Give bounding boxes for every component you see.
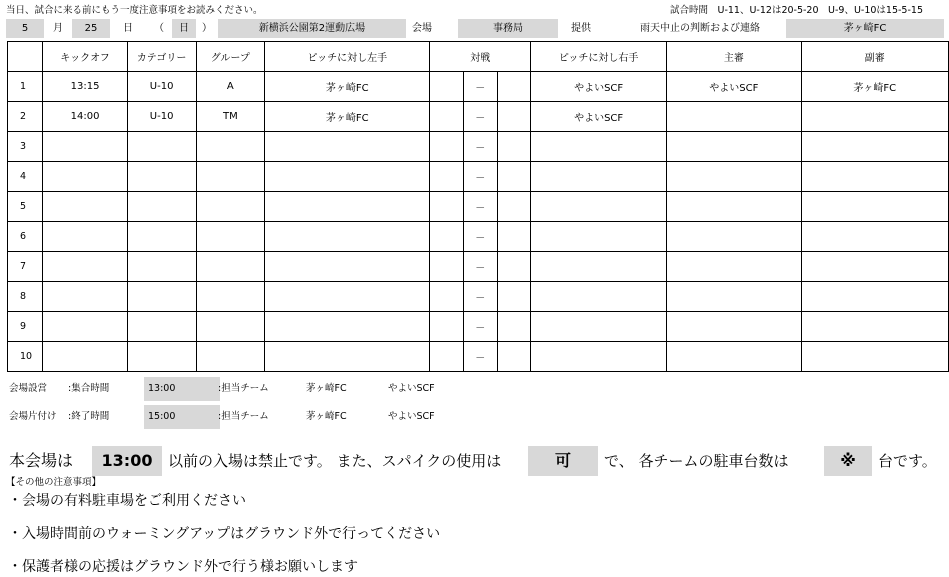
right-team-cell — [531, 132, 667, 162]
header-referee: 主審 — [667, 42, 801, 72]
vs-mark: － — [463, 132, 497, 162]
vs-mark: － — [463, 72, 497, 102]
right-team-cell — [531, 282, 667, 312]
referee-cell — [667, 282, 801, 312]
vs-left-cell — [430, 72, 463, 102]
kickoff-cell — [43, 192, 127, 222]
referee-cell — [667, 162, 801, 192]
entry-prefix: 本会場は — [9, 451, 74, 470]
venue-name: 新横浜公園第2運動広場 — [218, 19, 406, 38]
kickoff-cell: 13:15 — [43, 72, 127, 102]
table-row — [8, 252, 949, 282]
row-number: 9 — [8, 312, 43, 342]
setup-time: 13:00 — [144, 377, 220, 401]
header-no — [8, 42, 43, 72]
vs-mark: － — [463, 312, 497, 342]
assistant-cell — [801, 222, 948, 252]
group-cell — [196, 252, 264, 282]
header-assistant: 副審 — [801, 42, 948, 72]
table-row — [8, 222, 949, 252]
group-cell — [196, 312, 264, 342]
setup-row — [0, 377, 949, 401]
group-cell — [196, 282, 264, 312]
assistant-cell — [801, 192, 948, 222]
assistant-cell — [801, 162, 948, 192]
setup-team-1: 茅ヶ崎FC — [306, 383, 347, 394]
group-cell — [196, 342, 264, 372]
cleanup-team-1: 茅ヶ崎FC — [306, 411, 347, 422]
category-cell — [127, 162, 196, 192]
vs-right-cell — [497, 192, 530, 222]
header-kickoff: キックオフ — [43, 42, 127, 72]
assistant-cell — [801, 312, 948, 342]
vs-left-cell — [430, 342, 463, 372]
vs-right-cell — [497, 252, 530, 282]
vs-right-cell — [497, 132, 530, 162]
table-row — [8, 102, 949, 132]
vs-mark: － — [463, 342, 497, 372]
row-number: 7 — [8, 252, 43, 282]
spike-value: 可 — [528, 446, 598, 476]
vs-right-cell — [497, 312, 530, 342]
vs-right-cell — [497, 162, 530, 192]
category-cell — [127, 312, 196, 342]
referee-cell — [667, 132, 801, 162]
vs-left-cell — [430, 312, 463, 342]
note-item: ・入場時間前のウォーミングアップはグラウンド外で行ってください — [8, 526, 441, 542]
referee-cell: やよいSCF — [667, 72, 801, 102]
left-team-cell — [265, 312, 430, 342]
assistant-cell — [801, 342, 948, 372]
left-team-cell — [265, 222, 430, 252]
category-cell — [127, 192, 196, 222]
vs-right-cell — [497, 72, 530, 102]
vs-mark: － — [463, 282, 497, 312]
referee-cell — [667, 252, 801, 282]
top-notice: 当日、試合に来る前にもう一度注意事項をお読みください。 — [6, 5, 263, 16]
vs-left-cell — [430, 222, 463, 252]
category-cell: U-10 — [127, 102, 196, 132]
group-cell: A — [196, 72, 264, 102]
vs-mark: － — [463, 162, 497, 192]
row-number: 8 — [8, 282, 43, 312]
group-cell: TM — [196, 102, 264, 132]
paren-close: ） — [202, 23, 212, 34]
vs-left-cell — [430, 282, 463, 312]
kickoff-cell — [43, 312, 127, 342]
assistant-cell: 茅ヶ崎FC — [801, 72, 948, 102]
note-item: ・会場の有料駐車場をご利用ください — [8, 493, 246, 509]
day-label: 日 — [123, 23, 133, 34]
kickoff-cell — [43, 132, 127, 162]
right-team-cell — [531, 162, 667, 192]
category-cell — [127, 342, 196, 372]
vs-left-cell — [430, 132, 463, 162]
cleanup-time: 15:00 — [144, 405, 220, 429]
table-row — [8, 312, 949, 342]
right-team-cell — [531, 222, 667, 252]
office-label: 事務局 — [458, 19, 558, 38]
row-number: 1 — [8, 72, 43, 102]
row-number: 2 — [8, 102, 43, 132]
row-number: 10 — [8, 342, 43, 372]
header-match: 対戦 — [430, 42, 531, 72]
right-team-cell: やよいSCF — [531, 72, 667, 102]
vs-left-cell — [430, 102, 463, 132]
row-number: 5 — [8, 192, 43, 222]
kickoff-cell — [43, 282, 127, 312]
group-cell — [196, 132, 264, 162]
category-cell — [127, 282, 196, 312]
vs-left-cell — [430, 252, 463, 282]
table-row — [8, 192, 949, 222]
match-time-note: 試合時間 U-11、U-12は20-5-20 U-9、U-10は15-5-15 — [670, 5, 923, 16]
table-row — [8, 72, 949, 102]
right-team-cell: やよいSCF — [531, 102, 667, 132]
venue-label: 会場 — [412, 23, 432, 34]
category-cell — [127, 252, 196, 282]
notes-title: 【その他の注意事項】 — [6, 477, 102, 488]
setup-time-label: :集合時間 — [68, 383, 110, 394]
entry-time: 13:00 — [92, 446, 162, 476]
vs-mark: － — [463, 102, 497, 132]
header-left-team: ピッチに対し左手 — [265, 42, 430, 72]
day-value: 25 — [72, 19, 110, 38]
vs-mark: － — [463, 222, 497, 252]
rain-label: 雨天中止の判断および連絡 — [640, 23, 760, 34]
entry-text-1: 以前の入場は禁止です。 また、スパイクの使用は — [168, 452, 502, 470]
left-team-cell — [265, 162, 430, 192]
assistant-cell — [801, 132, 948, 162]
left-team-cell — [265, 252, 430, 282]
header-right-team: ピッチに対し右手 — [531, 42, 667, 72]
kickoff-cell — [43, 162, 127, 192]
provided-label: 提供 — [571, 23, 591, 34]
entry-text-2: で、 各チームの駐車台数は — [604, 452, 789, 470]
referee-cell — [667, 192, 801, 222]
kickoff-cell — [43, 342, 127, 372]
group-cell — [196, 162, 264, 192]
vs-right-cell — [497, 102, 530, 132]
vs-right-cell — [497, 222, 530, 252]
table-row — [8, 132, 949, 162]
rain-contact: 茅ヶ崎FC — [786, 19, 944, 38]
left-team-cell: 茅ヶ崎FC — [265, 72, 430, 102]
kickoff-cell: 14:00 — [43, 102, 127, 132]
weekday-value: 日 — [172, 19, 196, 38]
category-cell — [127, 132, 196, 162]
setup-team-label: :担当チーム — [218, 383, 269, 394]
category-cell — [127, 222, 196, 252]
vs-right-cell — [497, 342, 530, 372]
right-team-cell — [531, 252, 667, 282]
kickoff-cell — [43, 222, 127, 252]
left-team-cell — [265, 342, 430, 372]
table-row — [8, 162, 949, 192]
referee-cell — [667, 342, 801, 372]
referee-cell — [667, 102, 801, 132]
referee-cell — [667, 222, 801, 252]
entry-suffix: 台です。 — [878, 452, 937, 470]
group-cell — [196, 192, 264, 222]
header-category: カテゴリー — [127, 42, 196, 72]
left-team-cell — [265, 282, 430, 312]
assistant-cell — [801, 252, 948, 282]
vs-left-cell — [430, 162, 463, 192]
setup-label: 会場設営 — [9, 383, 48, 394]
row-number: 3 — [8, 132, 43, 162]
vs-mark: － — [463, 252, 497, 282]
right-team-cell — [531, 312, 667, 342]
right-team-cell — [531, 192, 667, 222]
left-team-cell — [265, 192, 430, 222]
entry-rule-line — [0, 446, 949, 476]
schedule-table — [7, 41, 949, 372]
cleanup-time-label: :終了時間 — [68, 411, 110, 422]
vs-right-cell — [497, 282, 530, 312]
referee-cell — [667, 312, 801, 342]
table-header-row — [8, 42, 949, 72]
month-label: 月 — [53, 23, 63, 34]
cleanup-row — [0, 405, 949, 429]
category-cell: U-10 — [127, 72, 196, 102]
kickoff-cell — [43, 252, 127, 282]
paren-open: （ — [154, 23, 164, 34]
setup-team-2: やよいSCF — [388, 383, 435, 394]
table-row — [8, 282, 949, 312]
cleanup-team-label: :担当チーム — [218, 411, 269, 422]
row-number: 4 — [8, 162, 43, 192]
row-number: 6 — [8, 222, 43, 252]
assistant-cell — [801, 102, 948, 132]
cleanup-team-2: やよいSCF — [388, 411, 435, 422]
vs-left-cell — [430, 192, 463, 222]
group-cell — [196, 222, 264, 252]
note-item: ・保護者様の応援はグラウンド外で行う様お願いします — [8, 559, 358, 575]
left-team-cell — [265, 132, 430, 162]
cleanup-label: 会場片付け — [9, 411, 57, 422]
left-team-cell: 茅ヶ崎FC — [265, 102, 430, 132]
vs-mark: － — [463, 192, 497, 222]
month-value: 5 — [6, 19, 44, 38]
header-group: グループ — [196, 42, 264, 72]
parking-value: ※ — [824, 446, 872, 476]
right-team-cell — [531, 342, 667, 372]
table-row — [8, 342, 949, 372]
assistant-cell — [801, 282, 948, 312]
